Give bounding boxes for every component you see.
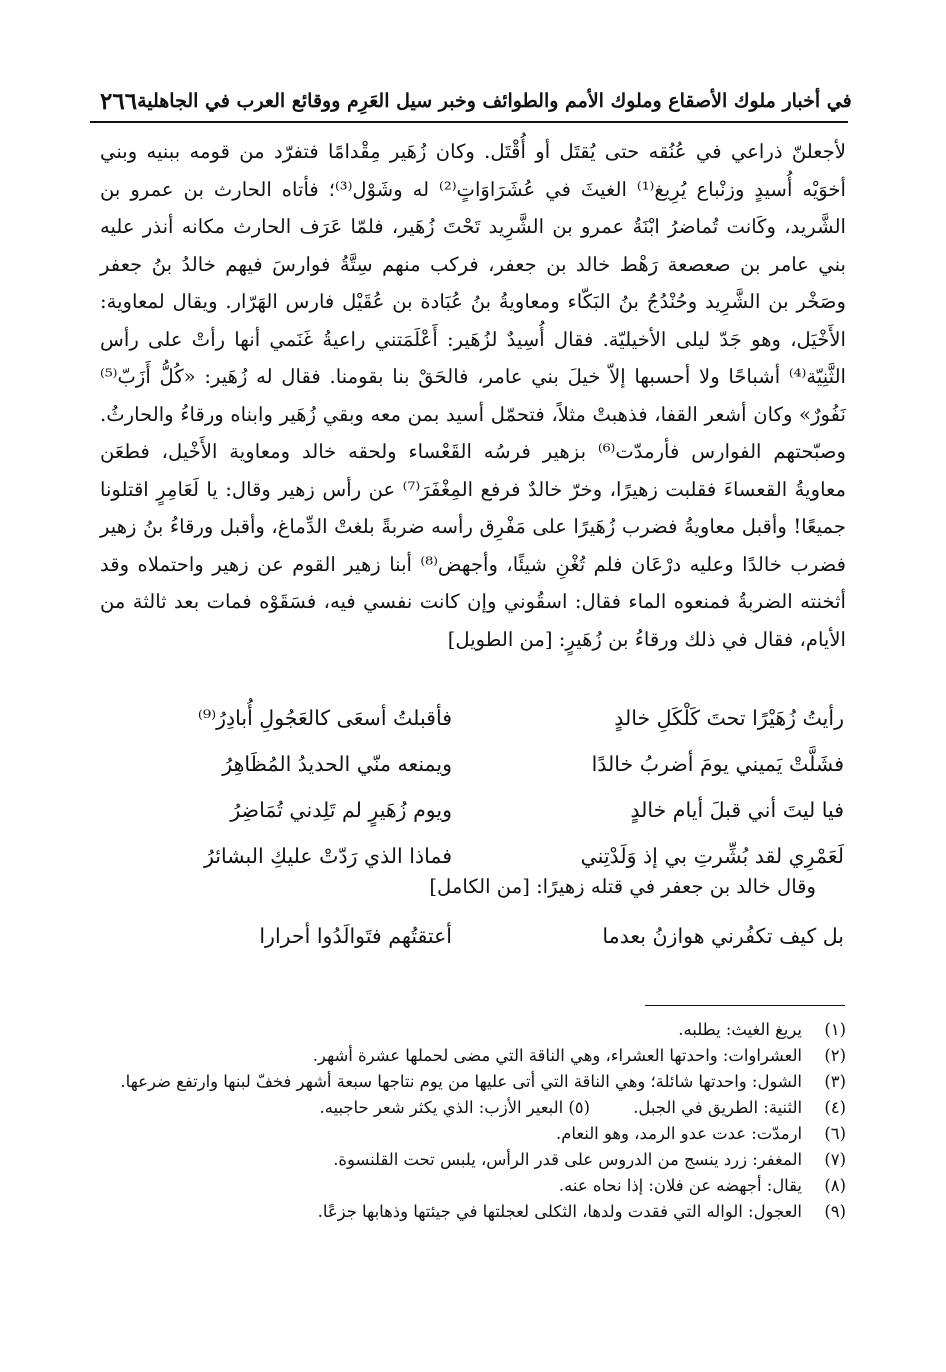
verse-first-hemistich: لَعَمْرِي لقد بُشِّرتِ بي إذ وَلَدْتِني [580, 844, 844, 868]
verse-second-hemistich: فأقبلتُ أسعَى كالعَجُولِ أُبادِرُ⁽⁹⁾ [197, 706, 452, 730]
footnote-text: المغفر: زرد ينسج من الدروس على قدر الرأس، يلبس تحت القلنسوة. [333, 1150, 802, 1169]
verse-second-hemistich: فماذا الذي رَدّتْ عليكِ البشائرُ [203, 844, 452, 868]
footnote-text: الثنية: الطريق في الجبل. [633, 1098, 802, 1117]
footnote-text: يريغ الغيث: يطلبه. [678, 1020, 802, 1039]
footnote-rule [645, 1005, 845, 1006]
footnote [100, 1147, 846, 1173]
footnote [100, 1095, 846, 1121]
footnote-number: (٧) [824, 1150, 846, 1169]
footnote-text: يقال: أجهضه عن فلان: إذا نحاه عنه. [558, 1176, 802, 1195]
verse-first-hemistich: بل كيف تكفُرني هوازنُ بعدما [602, 924, 844, 948]
footnote-number: (٩) [824, 1202, 846, 1221]
footnote-text-secondary: (٥) البعير الأزب: الذي يكثر شعر حاجبيه. [319, 1098, 590, 1117]
verse-first-hemistich: فشَلَّتْ يَميني يومَ أضربُ خالدًا [591, 752, 844, 776]
verse-first-hemistich: فيا ليتَ أني قبلَ أيام خالدٍ [630, 798, 844, 822]
verse-second-hemistich: ويوم زُهَيرٍ لم تَلِدني تُمَاضِرُ [230, 798, 452, 822]
verse-second-hemistich: أعتقتُهم فتَوالَدُوا أحرارا [259, 924, 452, 948]
footnote [100, 1121, 846, 1147]
page-number: ٢٦٦ [100, 87, 138, 115]
footnote-number: (٨) [824, 1176, 846, 1195]
page-header [100, 86, 852, 116]
footnote [100, 1173, 846, 1199]
footnote-text: الشول: واحدتها شائلة؛ وهي الناقة التي أتى عليها من يوم نتاجها سبعة أشهر فخفّ لبنها وارتفع ضرعها. [120, 1072, 802, 1091]
footnote-number: (٢) [824, 1046, 846, 1065]
footnote [100, 1199, 846, 1225]
paragraph-text: لأجعلنّ ذراعي في عُنُقه حتى يُقتَل أو أُقْتَل. وكان زُهَير مِقْدامًا فتفرّد من قومه ببنيه وبني أخوَيْه أُسيدٍ وزنْباع يُرِيغ⁽¹⁾ الغيثَ في عُشَرَاوَاتٍ⁽²⁾ له وشَوْل⁽³⁾؛ فأتاه الحارث بن عمرو بن الشَّريد، وكَانت تُماضرُ ابْنَةُ عمرو بن الشَّرِيد تَحْتَ زُهَير، فلمّا عَرَف الحارث مكانه أنذر عليه بني عامر بن صعصعة رَهْط خالد بن جعفر، فركب منهم سِتَّةُ فوارسَ فيهم خالدُ بنُ جعفر وصَخْر بن الشَّرِيد وحُنْدُجُ بنُ البَكّاء ومعاويةُ بنُ عُبَادة بن عُقَيْل فارس الهَرّار. ويقال لمعاوية: الأَخْيَل، وهو جَدّ ليلى الأخيليّة. فقال أُسِيدٌ لزُهَير: أَعْلَمَتني راعيةُ غَنَمي أنها رأتْ على رأس الثَّنِيّة⁽⁴⁾ أشباحًا ولا أحسبها إلاّ خيلَ بني عامر، فالحَقْ بنا بقومنا. فقال له زُهَير: «كُلُّ أَزَبّ⁽⁵⁾ نَفُورٌ» وكان أشعر القفا، فذهبتْ مثلاً، فتحمّل أسيد بمن معه وبقي زُهَير وابناه ورقاءُ والحارثُ. وصبّحتهم الفوارس فأرمدّت⁽⁶⁾ بزهير فرسُه القَعْساء ولحقه خالد ومعاوية الأَخْيل، فطعَن معاويةُ القعساءَ فقلبت زهيرًا، وخرّ خالدٌ فرفع المِغْفَرَ⁽⁷⁾ عن رأس زهير وقال: يا لَعَامِرٍ اقتلونا جميعًا! وأقبل معاويةُ فضرب زُهَيرًا على مَفْرِق رأسه ضربةً بلغتْ الدِّماغ، وأقبل ورقاءُ بنُ زهير فضرب خالدًا وعليه درْعَان فلم تُغْنِ شيئًا، وأجهض⁽⁸⁾ أبنا زهير القوم عن زهير واحتملاه وقد أثخنته الضربةُ فمنعوه الماء فقال: اسقُوني وإن كانت نفسي فيه، فسَقَوْه فمات بعد ثالثة من الأيام، فقال في ذلك ورقاءُ بن زُهَيرٍ: [من الطويل] [100, 140, 846, 651]
footnote-number: (٤) [824, 1098, 846, 1117]
verse-row [100, 913, 846, 959]
verse-first-hemistich: رأيتُ زُهَيْرًا تحتَ كَلْكَلِ خالدٍ [614, 706, 844, 730]
poem-2 [100, 913, 846, 959]
verse-second-hemistich: ويمنعه منّي الحديدُ المُظَاهِرُ [222, 752, 452, 776]
verse-row [100, 741, 846, 787]
verse-row [100, 695, 846, 741]
footnote [100, 1069, 846, 1095]
poem-2-intro: وقال خالد بن جعفر في قتله زهيرًا: [من الكامل] [429, 875, 816, 898]
footnote [100, 1043, 846, 1069]
footnote-text: ارمدّت: عدت عدو الرمد، وهو النعام. [555, 1124, 802, 1143]
footnote-text: العشراوات: واحدتها العشراء، وهي الناقة التي مضى لحملها عشرة أشهر. [312, 1046, 802, 1065]
footnote-number: (٦) [824, 1124, 846, 1143]
footnote [100, 1017, 846, 1043]
header-rule [90, 121, 848, 123]
running-title: في أخبار ملوك الأصقاع وملوك الأمم والطوائف وخبر سيل العَرِم ووقائع العرب في الجاهلية [137, 90, 852, 112]
main-paragraph [100, 133, 846, 658]
poem-1 [100, 695, 846, 879]
footnote-text: العجول: الواله التي فقدت ولدها، الثكلى لعجلتها في جيئتها وذهابها جزعًا. [317, 1202, 802, 1221]
footnote-text-group [100, 1095, 802, 1121]
footnotes [100, 1017, 846, 1225]
footnote-number: (٣) [824, 1072, 846, 1091]
verse-row [100, 787, 846, 833]
footnote-number: (١) [824, 1020, 846, 1039]
verse-row [100, 833, 846, 879]
